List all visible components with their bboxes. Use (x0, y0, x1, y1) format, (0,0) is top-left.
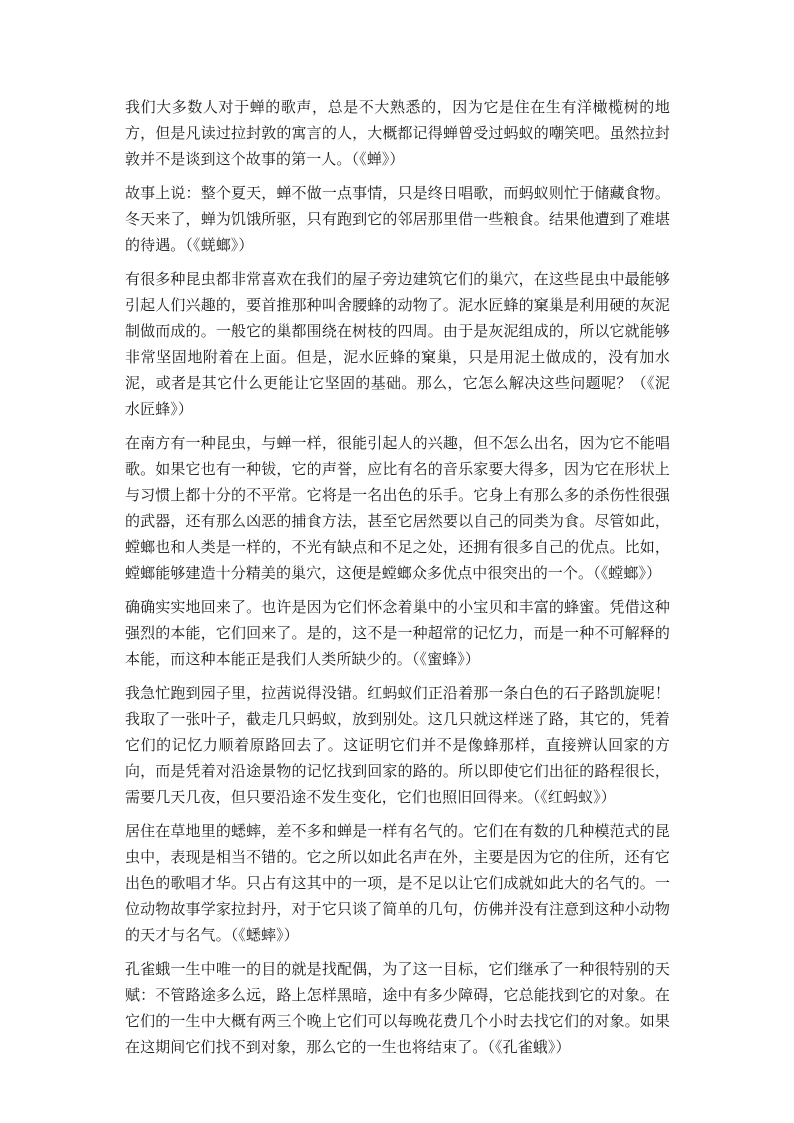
document-body (125, 94, 670, 1068)
paragraph-mantis: 在南方有一种昆虫，与蝉一样，很能引起人的兴趣，但不怎么出名，因为它不能唱歌。如果它也有一种钹，它的声誉，应比有名的音乐家要大得多，因为它在形状上与习惯上都十分的不平常。它将是一名出色的乐手。它身上有那么多的杀伤性很强的武器，还有那么凶恶的捕食方法，甚至它居然要以自己的同类为食。尽管如此，螳螂也和人类是一样的，不光有缺点和不足之处，还拥有很多自己的优点。比如，螳螂能够建造十分精美的巢穴，这便是螳螂众多优点中很突出的一个。（《螳螂》） (125, 434, 670, 582)
paragraph-red-ant: 我急忙跑到园子里，拉茜说得没错。红蚂蚁们正沿着那一条白色的石子路凯旋呢！我取了一张叶子，截走几只蚂蚁，放到别处。这几只就这样迷了路，其它的，凭着它们的记忆力顺着原路回去了。这证明它们并不是像蜂那样，直接辨认回家的方向，而是凭着对沿途景物的记忆找到回家的路的。所以即使它们出征的路程很长，需要几天几夜，但只要沿途不发生变化，它们也照旧回得来。（《红蚂蚁》） (125, 684, 670, 806)
paragraph-peacock-moth: 孔雀蛾一生中唯一的目的就是找配偶，为了这一目标，它们继承了一种很特别的天赋：不管路途多么远，路上怎样黑暗，途中有多少障碍，它总能找到它的对象。在它们的一生中大概有两三个晚上它们可以每晚花费几个小时去找它们的对象。如果在这期间它们找不到对象，那么它的一生也将结束了。（《孔雀蛾》） (125, 960, 670, 1056)
paragraph-bee: 确确实实地回来了。也许是因为它们怀念着巢中的小宝贝和丰富的蜂蜜。凭借这种强烈的本能，它们回来了。是的，这不是一种超常的记忆力，而是一种不可解释的本能，而这种本能正是我们人类所缺少的。（《蜜蜂》） (125, 598, 670, 668)
paragraph-cricket: 居住在草地里的蟋蟀，差不多和蝉是一样有名气的。它们在有数的几种模范式的昆虫中，表现是相当不错的。它之所以如此名声在外，主要是因为它的住所，还有它出色的歌唱才华。只占有这其中的一项，是不足以让它们成就如此大的名气的。一位动物故事学家拉封丹，对于它只谈了简单的几句，仿佛并没有注意到这种小动物的天才与名气。（《蟋蟀》） (125, 822, 670, 944)
paragraph-cicada: 我们大多数人对于蝉的歌声，总是不大熟悉的，因为它是住在生有洋橄榄树的地方，但是凡读过拉封敦的寓言的人，大概都记得蝉曾受过蚂蚁的嘲笑吧。虽然拉封敦并不是谈到这个故事的第一人。（《蝉》） (125, 98, 670, 168)
paragraph-mason-wasp: 有很多种昆虫都非常喜欢在我们的屋子旁边建筑它们的巢穴，在这些昆虫中最能够引起人们兴趣的，要首推那种叫舍腰蜂的动物了。泥水匠蜂的窠巢是利用硬的灰泥制做而成的。一般它的巢都围绕在树枝的四周。由于是灰泥组成的，所以它就能够非常坚固地附着在上面。但是，泥水匠蜂的窠巢，只是用泥土做成的，没有加水泥，或者是其它什么更能让它坚固的基础。那么，它怎么解决这些问题呢？（《泥水匠蜂》） (125, 270, 670, 418)
paragraph-dung-beetle: 故事上说：整个夏天，蝉不做一点事情，只是终日唱歌，而蚂蚁则忙于储藏食物。冬天来了，蝉为饥饿所驱，只有跑到它的邻居那里借一些粮食。结果他遭到了难堪的待遇。（《蜣螂》） (125, 184, 670, 254)
